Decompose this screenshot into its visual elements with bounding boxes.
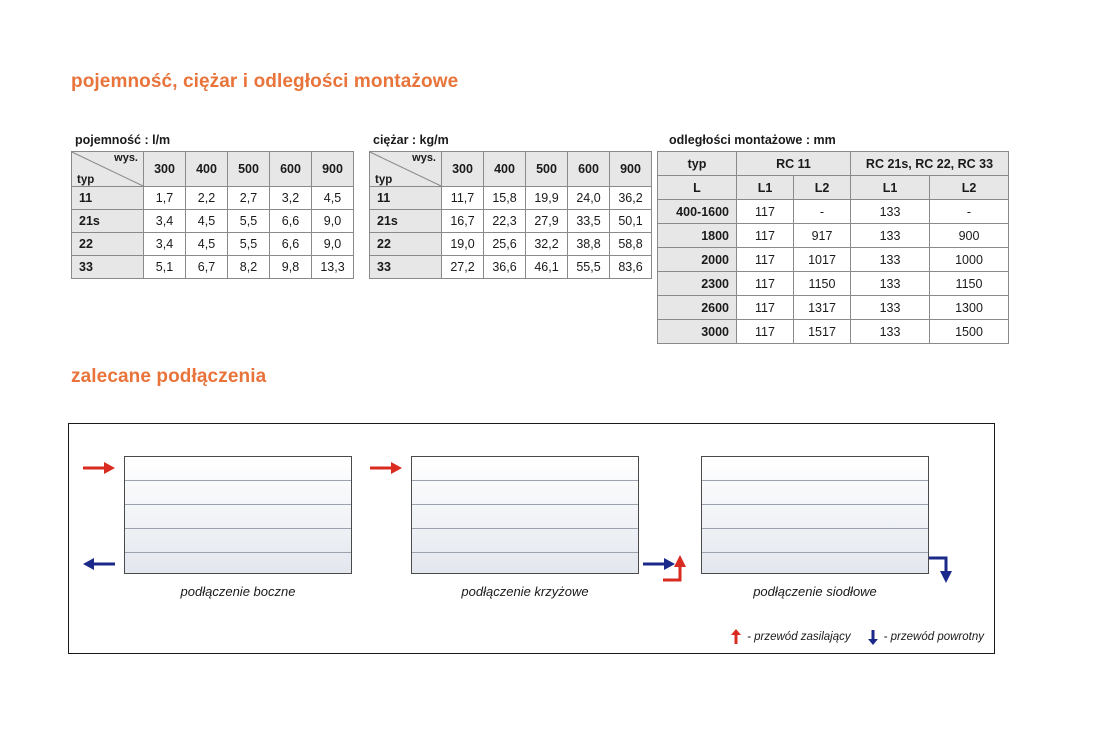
diagram-side-connection xyxy=(124,456,352,599)
cell: 38,8 xyxy=(568,233,610,256)
table-capacity xyxy=(71,151,354,279)
row-header: 33 xyxy=(370,256,442,279)
cell: 16,7 xyxy=(442,210,484,233)
table-row xyxy=(370,256,652,279)
cell: 32,2 xyxy=(526,233,568,256)
table-row xyxy=(72,233,354,256)
supply-arrow-right-icon xyxy=(82,460,116,476)
cell: 3,4 xyxy=(144,210,186,233)
legend-item-supply xyxy=(730,629,851,645)
caption-saddle-connection: podłączenie siodłowe xyxy=(753,584,877,599)
cell: 50,1 xyxy=(610,210,652,233)
legend-label-supply: - przewód zasilający xyxy=(747,631,851,643)
row-header: 1800 xyxy=(658,224,737,248)
cell: 133 xyxy=(851,224,930,248)
diagram-saddle-connection xyxy=(701,456,929,599)
cell: 19,0 xyxy=(442,233,484,256)
diagram-cross-connection xyxy=(411,456,639,599)
col-header: 400 xyxy=(186,152,228,187)
table-row xyxy=(658,224,1009,248)
diagram-legend xyxy=(730,629,984,645)
return-arrow-down-icon xyxy=(867,629,879,645)
cell: 55,5 xyxy=(568,256,610,279)
cell: 8,2 xyxy=(228,256,270,279)
cell: 9,8 xyxy=(270,256,312,279)
radiator-fin xyxy=(412,528,638,529)
caption-capacity: pojemność : l/m xyxy=(75,133,171,147)
cell: 1500 xyxy=(930,320,1009,344)
table-weight xyxy=(369,151,652,279)
row-header: 2600 xyxy=(658,296,737,320)
cell: 117 xyxy=(737,224,794,248)
table-header-row-top xyxy=(658,152,1009,176)
supply-arrow-right-icon xyxy=(369,460,403,476)
row-header: 21s xyxy=(370,210,442,233)
cell: 15,8 xyxy=(484,187,526,210)
corner-label-bottom: typ xyxy=(375,174,393,186)
col-header: 300 xyxy=(144,152,186,187)
supply-arrow-up-icon xyxy=(730,629,742,645)
radiator-fin xyxy=(125,528,351,529)
table-row xyxy=(370,187,652,210)
radiator-fin xyxy=(412,504,638,505)
cell: 4,5 xyxy=(186,233,228,256)
table-row xyxy=(658,248,1009,272)
cell: 13,3 xyxy=(312,256,354,279)
col-header: 900 xyxy=(312,152,354,187)
cell: 117 xyxy=(737,272,794,296)
col-header-l2-rc-group: L2 xyxy=(930,176,1009,200)
cell: 6,6 xyxy=(270,210,312,233)
cell: 1,7 xyxy=(144,187,186,210)
return-arrow-left-icon xyxy=(82,556,116,572)
col-header-l: L xyxy=(658,176,737,200)
row-header: 2300 xyxy=(658,272,737,296)
cell: 133 xyxy=(851,248,930,272)
cell: - xyxy=(794,200,851,224)
cell: 1150 xyxy=(794,272,851,296)
section-heading-capacity: pojemność, ciężar i odległości montażowe xyxy=(71,71,459,92)
cell: - xyxy=(930,200,1009,224)
legend-item-return xyxy=(867,629,984,645)
section-heading-connections: zalecane podłączenia xyxy=(71,366,267,387)
cell: 133 xyxy=(851,296,930,320)
table-row xyxy=(658,320,1009,344)
cell: 36,6 xyxy=(484,256,526,279)
row-header: 21s xyxy=(72,210,144,233)
col-header-rc11: RC 11 xyxy=(737,152,851,176)
row-header: 22 xyxy=(72,233,144,256)
caption-cross-connection: podłączenie krzyżowe xyxy=(461,584,589,599)
row-header: 400-1600 xyxy=(658,200,737,224)
cell: 117 xyxy=(737,320,794,344)
col-header: 500 xyxy=(228,152,270,187)
return-arrow-elbow-down-icon xyxy=(927,554,963,584)
col-header: 300 xyxy=(442,152,484,187)
row-header: 11 xyxy=(72,187,144,210)
table-header-row xyxy=(72,152,354,187)
cell: 5,1 xyxy=(144,256,186,279)
cell: 5,5 xyxy=(228,233,270,256)
col-header-l1-rc-group: L1 xyxy=(851,176,930,200)
row-header: 2000 xyxy=(658,248,737,272)
row-header: 11 xyxy=(370,187,442,210)
connections-diagram-box xyxy=(68,423,995,654)
col-header-typ: typ xyxy=(658,152,737,176)
cell: 36,2 xyxy=(610,187,652,210)
radiator-fin xyxy=(702,480,928,481)
row-header: 33 xyxy=(72,256,144,279)
cell: 19,9 xyxy=(526,187,568,210)
radiator-fin xyxy=(412,480,638,481)
radiator-fin xyxy=(125,480,351,481)
cell: 117 xyxy=(737,248,794,272)
table-row xyxy=(370,210,652,233)
caption-mounting: odległości montażowe : mm xyxy=(669,133,836,147)
cell: 1317 xyxy=(794,296,851,320)
table-header-row xyxy=(370,152,652,187)
table-row xyxy=(658,296,1009,320)
row-header: 22 xyxy=(370,233,442,256)
cell: 22,3 xyxy=(484,210,526,233)
cell: 4,5 xyxy=(186,210,228,233)
cell: 133 xyxy=(851,200,930,224)
col-header-l1-rc11: L1 xyxy=(737,176,794,200)
cell: 5,5 xyxy=(228,210,270,233)
col-header-rc-group: RC 21s, RC 22, RC 33 xyxy=(851,152,1009,176)
table-row xyxy=(72,256,354,279)
cell: 3,4 xyxy=(144,233,186,256)
cell: 4,5 xyxy=(312,187,354,210)
col-header: 400 xyxy=(484,152,526,187)
col-header: 600 xyxy=(568,152,610,187)
corner-cell xyxy=(370,152,442,187)
caption-side-connection: podłączenie boczne xyxy=(180,584,296,599)
radiator-fin xyxy=(702,552,928,553)
cell: 2,2 xyxy=(186,187,228,210)
radiator-body xyxy=(124,456,352,574)
cell: 900 xyxy=(930,224,1009,248)
col-header-l2-rc11: L2 xyxy=(794,176,851,200)
table-row xyxy=(370,233,652,256)
corner-label-bottom: typ xyxy=(77,174,95,186)
radiator-fin xyxy=(702,528,928,529)
cell: 133 xyxy=(851,272,930,296)
cell: 1517 xyxy=(794,320,851,344)
cell: 917 xyxy=(794,224,851,248)
col-header: 900 xyxy=(610,152,652,187)
col-header: 600 xyxy=(270,152,312,187)
cell: 1150 xyxy=(930,272,1009,296)
cell: 1017 xyxy=(794,248,851,272)
cell: 9,0 xyxy=(312,210,354,233)
radiator-body xyxy=(411,456,639,574)
cell: 117 xyxy=(737,296,794,320)
cell: 6,6 xyxy=(270,233,312,256)
supply-arrow-elbow-up-icon xyxy=(661,554,697,584)
table-row xyxy=(72,187,354,210)
cell: 83,6 xyxy=(610,256,652,279)
cell: 2,7 xyxy=(228,187,270,210)
radiator-fin xyxy=(702,504,928,505)
table-row xyxy=(72,210,354,233)
cell: 6,7 xyxy=(186,256,228,279)
col-header: 500 xyxy=(526,152,568,187)
cell: 1000 xyxy=(930,248,1009,272)
radiator-fin xyxy=(412,552,638,553)
cell: 3,2 xyxy=(270,187,312,210)
corner-cell xyxy=(72,152,144,187)
cell: 46,1 xyxy=(526,256,568,279)
table-mounting-distances xyxy=(657,151,1009,344)
table-header-row-sub xyxy=(658,176,1009,200)
cell: 27,2 xyxy=(442,256,484,279)
cell: 27,9 xyxy=(526,210,568,233)
caption-weight: ciężar : kg/m xyxy=(373,133,449,147)
cell: 117 xyxy=(737,200,794,224)
cell: 25,6 xyxy=(484,233,526,256)
cell: 133 xyxy=(851,320,930,344)
cell: 58,8 xyxy=(610,233,652,256)
cell: 1300 xyxy=(930,296,1009,320)
cell: 9,0 xyxy=(312,233,354,256)
cell: 11,7 xyxy=(442,187,484,210)
radiator-body xyxy=(701,456,929,574)
row-header: 3000 xyxy=(658,320,737,344)
legend-label-return: - przewód powrotny xyxy=(883,631,984,643)
radiator-fin xyxy=(125,552,351,553)
corner-label-top: wys. xyxy=(412,152,436,164)
radiator-fin xyxy=(125,504,351,505)
table-row xyxy=(658,200,1009,224)
table-row xyxy=(658,272,1009,296)
cell: 24,0 xyxy=(568,187,610,210)
cell: 33,5 xyxy=(568,210,610,233)
corner-label-top: wys. xyxy=(114,152,138,164)
